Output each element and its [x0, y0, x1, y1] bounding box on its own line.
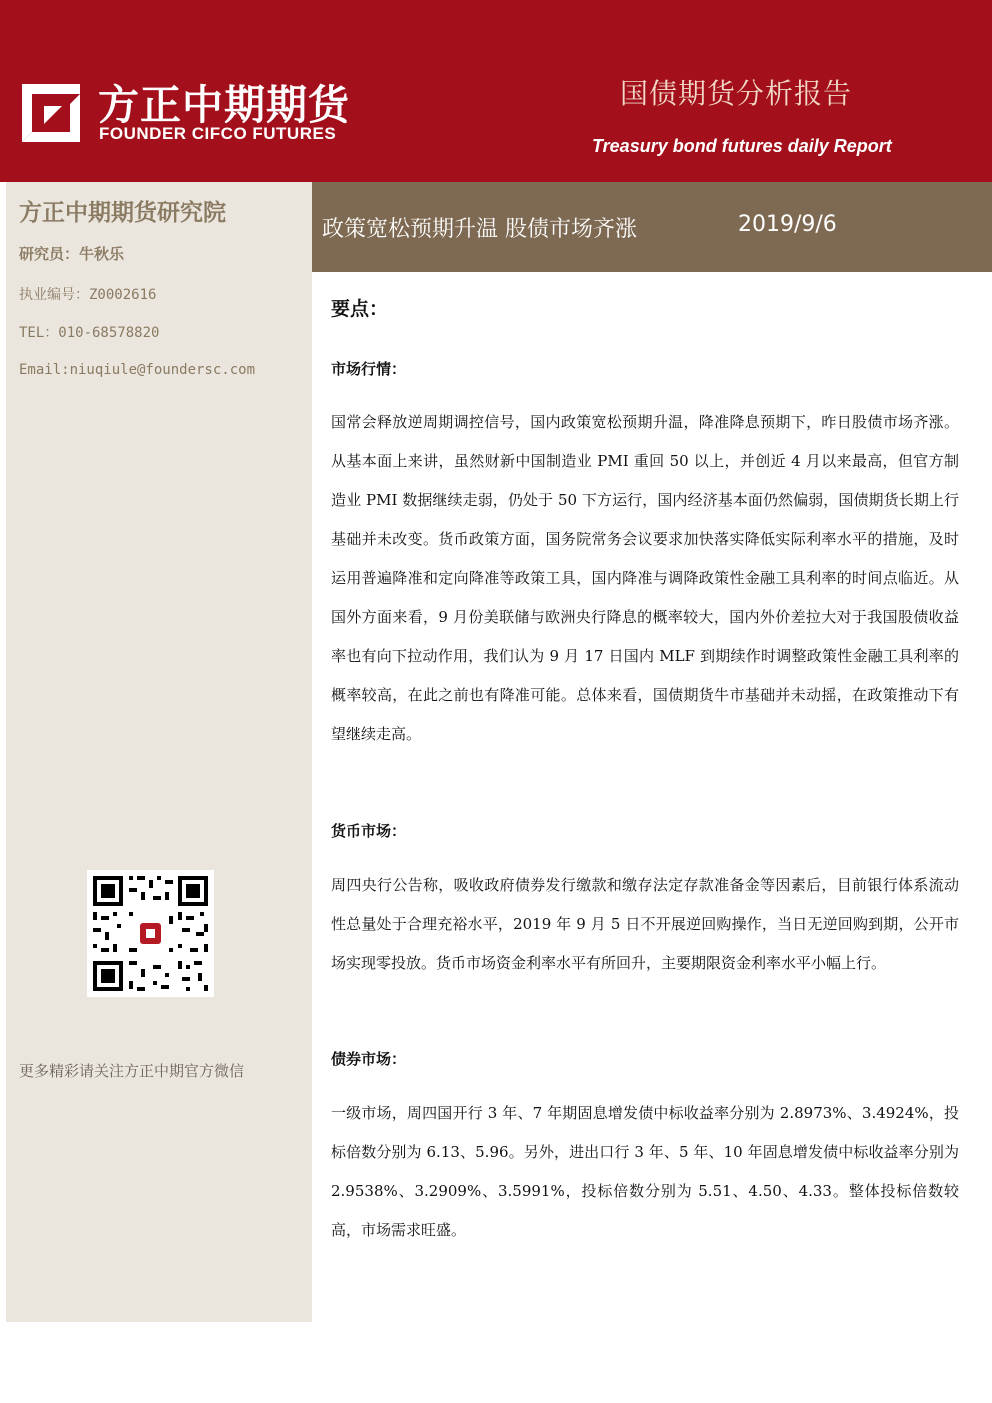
report-subtitle: Treasury bond futures daily Report: [592, 136, 892, 156]
sidebar: [6, 182, 312, 1322]
wechat-qr-code-icon: [87, 870, 214, 997]
logo-chinese-name: 方正中期期货: [98, 81, 350, 129]
report-title: 国债期货分析报告: [620, 77, 853, 110]
founder-logo-icon: [22, 84, 80, 142]
telephone: TEL：010-68578820: [19, 325, 160, 341]
institute-name: 方正中期期货研究院: [19, 200, 226, 226]
qr-caption: 更多精彩请关注方正中期官方微信: [19, 1062, 245, 1080]
logo-english-name: FOUNDER CIFCO FUTURES: [99, 124, 337, 143]
headline: 政策宽松预期升温 股债市场齐涨: [322, 217, 637, 242]
money-market-body: 周四央行公告称，吸收政府债券发行缴款和缴存法定存款准备金等因素后，目前银行体系流动性总量处于合理充裕水平，2019 年 9 月 5 日不开展逆回购操作，当日无逆回购到期，公开市场实现零投放。货币市场资金利率水平有所回升，主要期限资金利率水平小幅上行。: [331, 876, 959, 972]
report-date: 2019/9/6: [738, 212, 837, 237]
researcher-name: 研究员：牛秋乐: [19, 245, 125, 263]
bond-market-body: 一级市场，周四国开行 3 年、7 年期固息增发债中标收益率分别为 2.8973%、3.4924%，投标倍数分别为 6.13、5.96。另外，进出口行 3 年、5 年、10 年固息增发债中标收益率分别为 2.9538%、3.2909%、3.5991%，投标倍数分别为 5.51、4.50、4.33。整体投标倍数较高，市场需求旺盛。: [331, 1104, 959, 1239]
money-market-heading: 货币市场：: [331, 822, 407, 840]
license-number: 执业编号：Z0002616: [19, 287, 157, 303]
market-section-heading: 市场行情：: [331, 360, 407, 378]
key-points-heading: 要点：: [331, 298, 389, 320]
market-section-body: 国常会释放逆周期调控信号，国内政策宽松预期升温，降准降息预期下，昨日股债市场齐涨。从基本面上来讲，虽然财新中国制造业 PMI 重回 50 以上，并创近 4 月以来最高，但官方制造业 PMI 数据继续走弱，仍处于 50 下方运行，国内经济基本面仍然偏弱，国债期货长期上行基础并未改变。货币政策方面，国务院常务会议要求加快落实降低实际利率水平的措施，及时运用普遍降准和定向降准等政策工具，国内降准与调降政策性金融工具利率的时间点临近。从国外方面来看，9 月份美联储与欧洲央行降息的概率较大，国内外价差拉大对于我国股债收益率也有向下拉动作用，我们认为 9 月 17 日国内 MLF 到期续作时调整政策性金融工具利率的概率较高，在此之前也有降准可能。总体来看，国债期货牛市基础并未动摇，在政策推动下有望继续走高。: [331, 413, 959, 743]
email-address[interactable]: Email:niuqiule@foundersc.com: [19, 362, 256, 378]
bond-market-heading: 债券市场：: [331, 1050, 407, 1068]
